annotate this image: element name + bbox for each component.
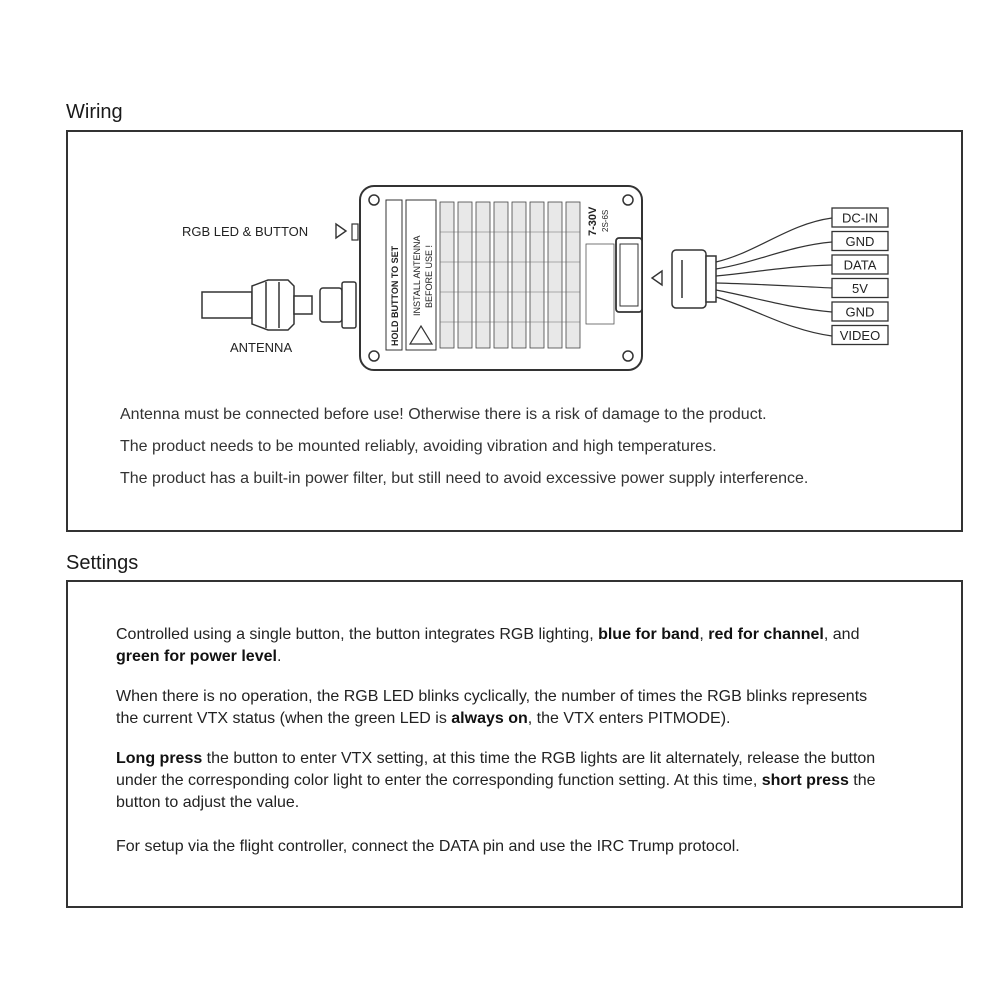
pin-label: DATA: [843, 257, 877, 273]
lipo-text: 2S-6S: [601, 209, 610, 232]
wiring-title: Wiring: [66, 101, 123, 123]
pin-label: VIDEO: [839, 328, 881, 343]
install-antenna-text: INSTALL ANTENNA: [412, 235, 422, 316]
pin-label: GND: [845, 304, 875, 320]
settings-paragraph-rgb: [116, 624, 886, 668]
settings-paragraph-status: [116, 686, 886, 730]
rgb-led-button-label: RGB LED & BUTTON: [182, 224, 309, 239]
wires: [716, 218, 832, 336]
connector-arrow-icon: [652, 271, 662, 285]
vtx-board: [360, 186, 642, 370]
p2-always-on: always on: [451, 710, 528, 727]
p1-text-a: Controlled using a single button, the button integrates RGB lighting,: [116, 626, 599, 643]
p1-red-channel: red for channel: [708, 626, 824, 643]
p1-text-e: .: [276, 648, 282, 665]
note-antenna: Antenna must be connected before use! Otherwise there is a risk of damage to the product.: [120, 406, 767, 423]
rgb-arrow-icon: [336, 224, 346, 238]
settings-title: Settings: [66, 552, 139, 574]
p1-green-power: green for power level: [116, 648, 277, 665]
connector-plug: [672, 250, 716, 308]
before-use-text: BEFORE USE !: [424, 244, 434, 308]
p2-text-c: , the VTX enters PITMODE).: [527, 710, 731, 727]
voltage-text: 7-30V: [587, 206, 599, 236]
p2-text-a: When there is no operation, the RGB LED blinks cyclically, the number of times the RGB blinks represents the current VTX status (when the green LED is: [116, 688, 868, 727]
p3-text-c: the button to adjust the value.: [116, 772, 876, 811]
p1-text-c: ,: [699, 626, 709, 643]
antenna-label: ANTENNA: [230, 340, 293, 355]
p3-short-press: short press: [761, 772, 849, 789]
settings-paragraph-flight-controller: For setup via the flight controller, connect the DATA pin and use the IRC Trump protocol.: [116, 838, 740, 855]
note-mounting: The product needs to be mounted reliably, avoiding vibration and high temperatures.: [120, 438, 717, 455]
pin-label: DC-IN: [841, 210, 879, 226]
wiring-diagram: [68, 132, 961, 392]
pin-label: 5V: [852, 281, 868, 296]
settings-panel: [66, 580, 963, 908]
settings-paragraph-long-press: [116, 748, 886, 814]
p3-long-press: Long press: [116, 750, 203, 767]
p3-text-a: the button to enter VTX setting, at this time the RGB lights are lit alternately, release the button under the corresponding color light to enter the corresponding function setting. At this time,: [116, 750, 876, 789]
p1-text-d: , and: [823, 626, 860, 643]
pin-label: GND: [845, 234, 875, 249]
hold-button-text: HOLD BUTTON TO SET: [390, 245, 400, 346]
note-power-filter: The product has a built-in power filter, but still need to avoid excessive power supply interference.: [120, 470, 809, 487]
antenna-connector: [202, 280, 356, 330]
wiring-panel: [66, 130, 963, 532]
p1-blue-band: blue for band: [598, 626, 700, 643]
